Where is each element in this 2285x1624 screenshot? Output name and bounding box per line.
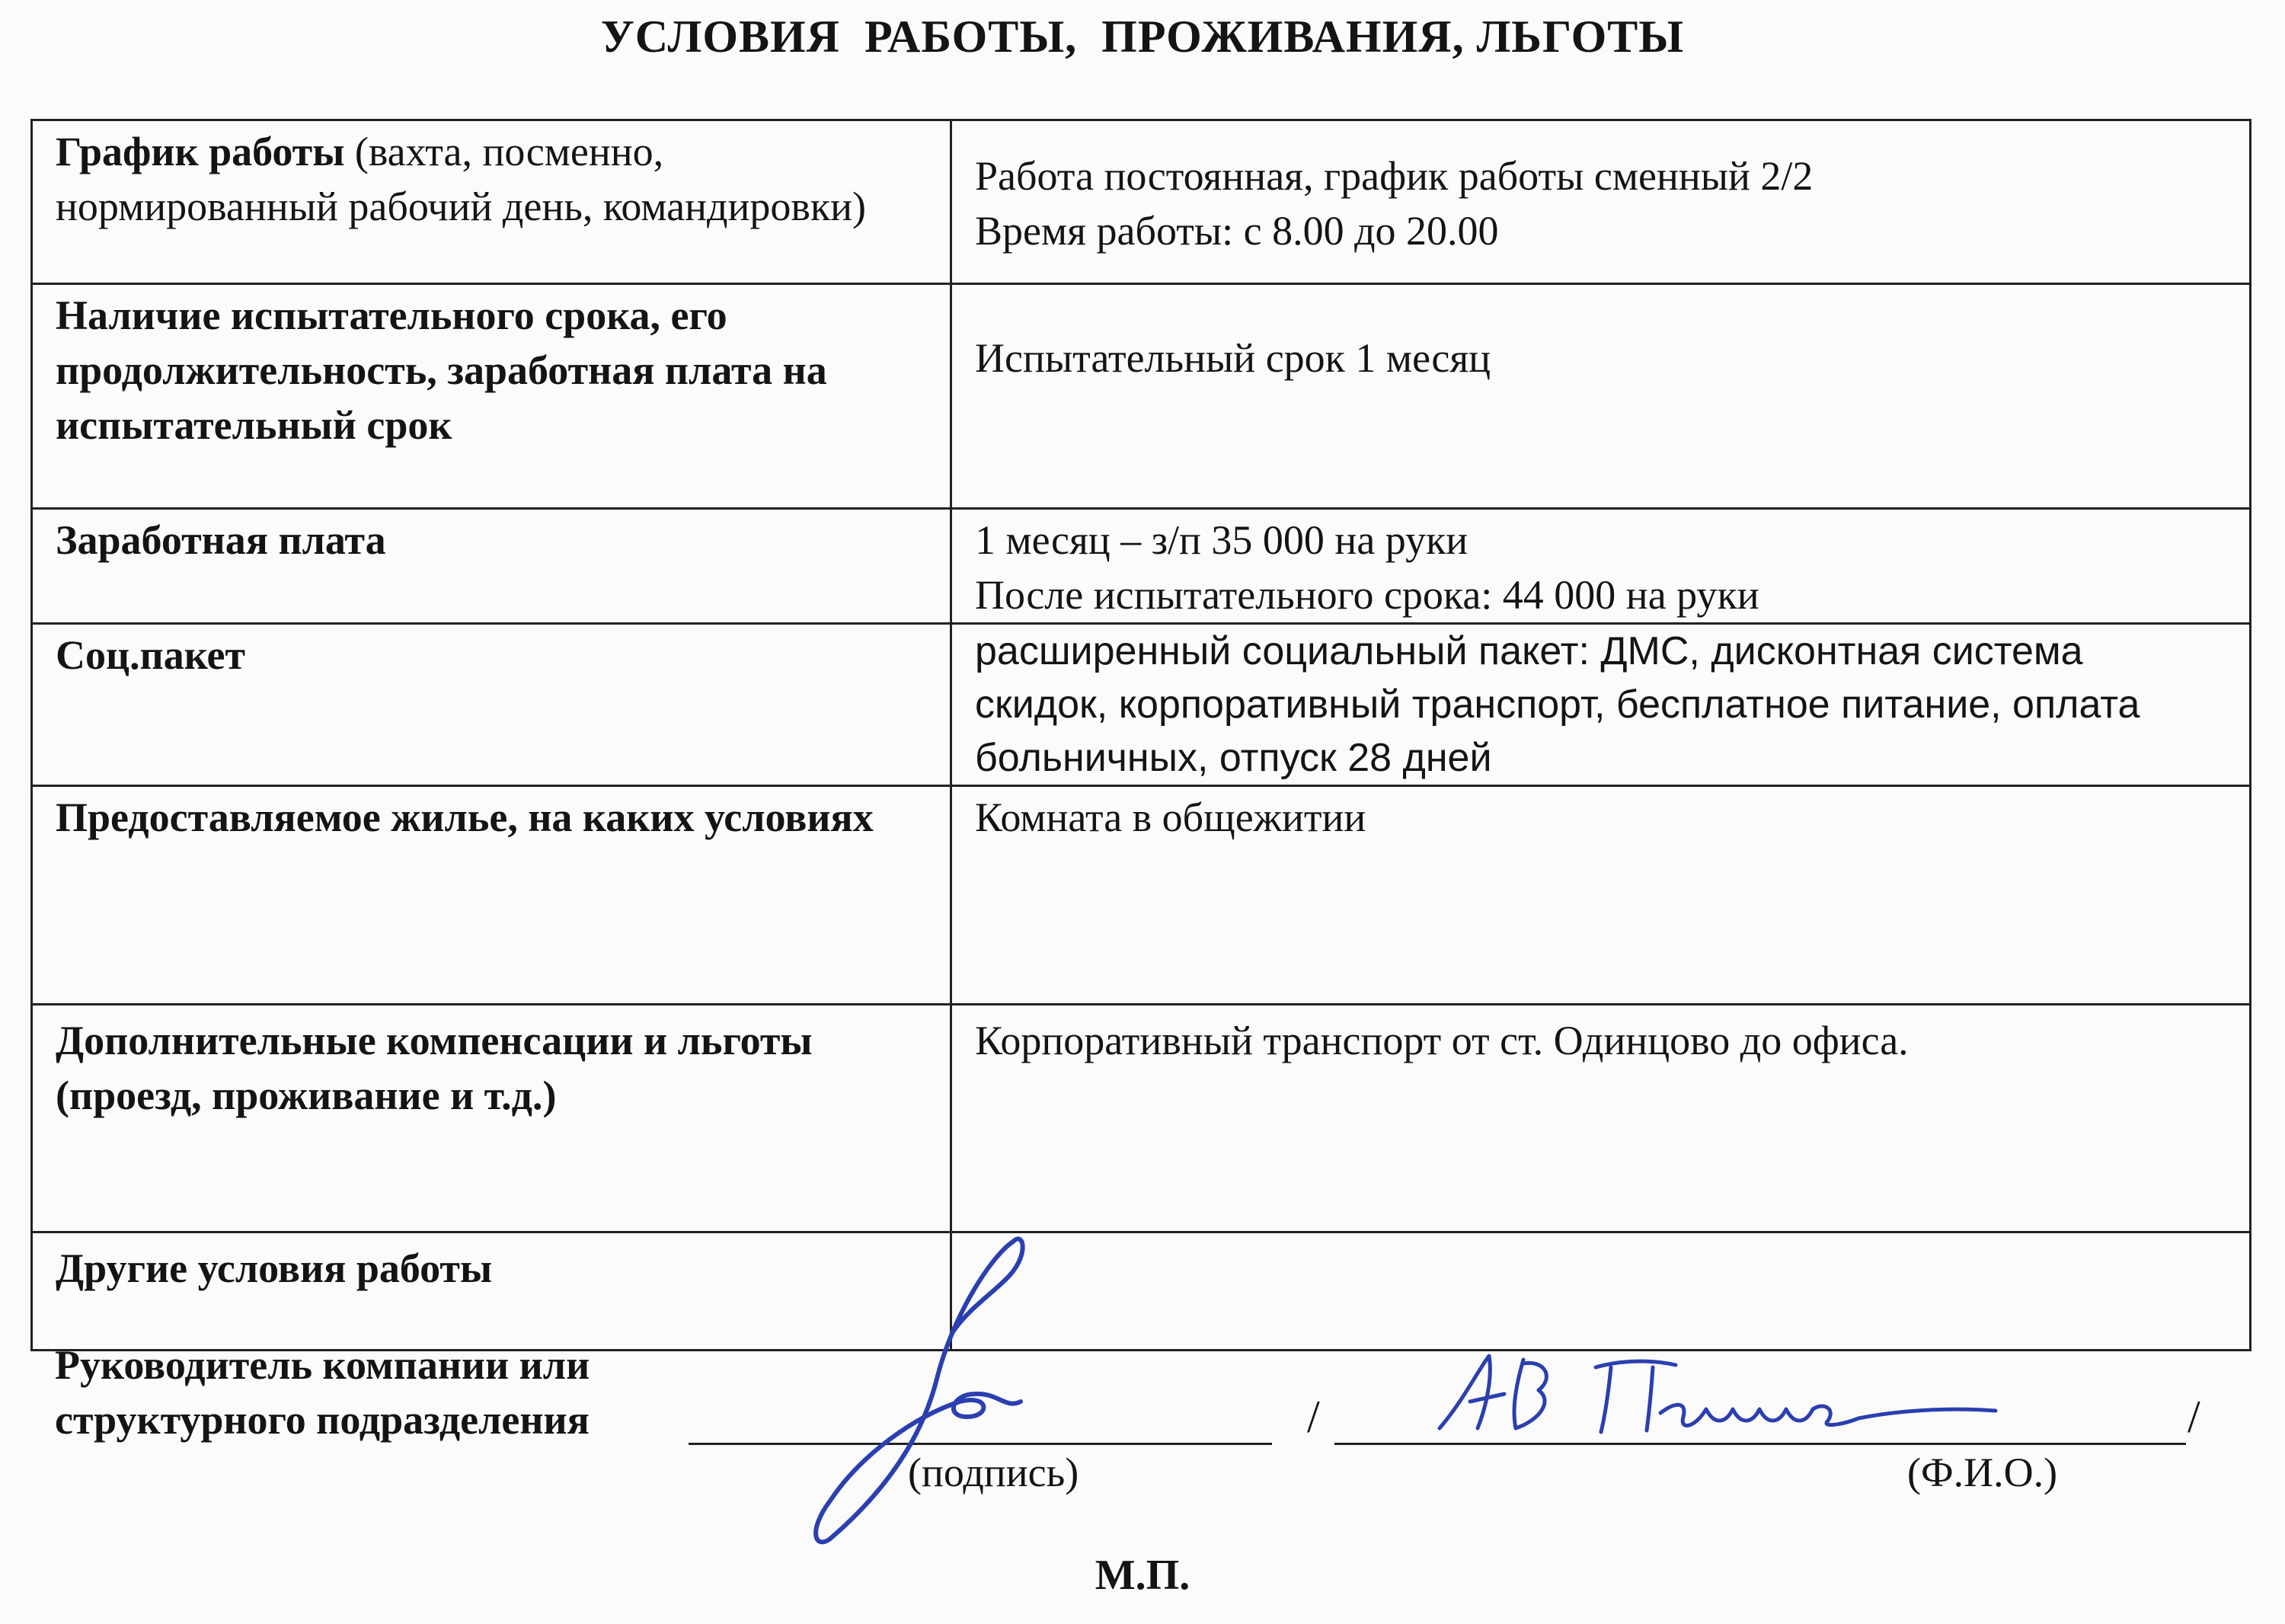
row-label-bold: Наличие испытательного срока, его продолжительность, заработная плата на испытательный срок bbox=[56, 293, 827, 448]
slash-right: / bbox=[2188, 1392, 2200, 1442]
row-label-bold: Соц.пакет bbox=[56, 632, 245, 678]
conditions-table bbox=[30, 119, 2251, 1351]
document-title: УСЛОВИЯ РАБОТЫ, ПРОЖИВАНИЯ, ЛЬГОТЫ bbox=[600, 11, 1685, 62]
row-label bbox=[32, 624, 951, 786]
slash-left: / bbox=[1307, 1392, 1320, 1442]
row-value: Работа постоянная, график работы сменный 2/2 Время работы: с 8.00 до 20.00 bbox=[951, 120, 2251, 284]
stamp-place: М.П. bbox=[1095, 1552, 1190, 1599]
row-label-bold: Предоставляемое жилье, на каких условиях bbox=[56, 794, 874, 840]
row-label bbox=[32, 284, 951, 509]
name-caption: (Ф.И.О.) bbox=[1907, 1450, 2058, 1495]
signature-stroke bbox=[816, 1242, 1021, 1542]
row-label-bold: Заработная плата bbox=[56, 517, 386, 563]
table-row bbox=[32, 284, 2251, 509]
row-label bbox=[32, 786, 951, 1005]
row-value: Корпоративный транспорт от ст. Одинцово до офиса. bbox=[951, 1005, 2251, 1232]
signature-stroke bbox=[1596, 1361, 1996, 1432]
row-value bbox=[951, 1232, 2251, 1351]
row-label-bold: Дополнительные компенсации и льготы (проезд, проживание и т.д.) bbox=[56, 1018, 813, 1118]
row-label bbox=[32, 120, 951, 284]
signature-stroke bbox=[1440, 1356, 1546, 1428]
signature-stroke bbox=[952, 1239, 1023, 1333]
handwritten-signature bbox=[762, 1226, 1082, 1546]
signature-caption: (подпись) bbox=[908, 1450, 1079, 1495]
row-value: 1 месяц – з/п 35 000 на руки После испытательного срока: 44 000 на руки bbox=[951, 509, 2251, 624]
table-row bbox=[32, 1005, 2251, 1232]
handwritten-name bbox=[1432, 1348, 2011, 1447]
row-label-bold: График работы bbox=[56, 129, 345, 174]
table-row bbox=[32, 509, 2251, 624]
table-row bbox=[32, 1232, 2251, 1351]
table-row bbox=[32, 786, 2251, 1005]
row-value: Комната в общежитии bbox=[951, 786, 2251, 1005]
row-label bbox=[32, 509, 951, 624]
row-label bbox=[32, 1005, 951, 1232]
row-value: расширенный социальный пакет: ДМС, дисконтная система скидок, корпоративный транспорт, бесплатное питание, оплата больничных, отпуск 28 дней bbox=[951, 624, 2251, 786]
row-label-note: (вахта, посменно, нормированный рабочий день, командировки) bbox=[56, 129, 866, 229]
signatory-label: Руководитель компании или структурного подразделения bbox=[55, 1342, 590, 1443]
table-row bbox=[32, 624, 2251, 786]
table-row bbox=[32, 120, 2251, 284]
row-label-bold: Другие условия работы bbox=[56, 1245, 493, 1291]
row-value: Испытательный срок 1 месяц bbox=[951, 284, 2251, 509]
